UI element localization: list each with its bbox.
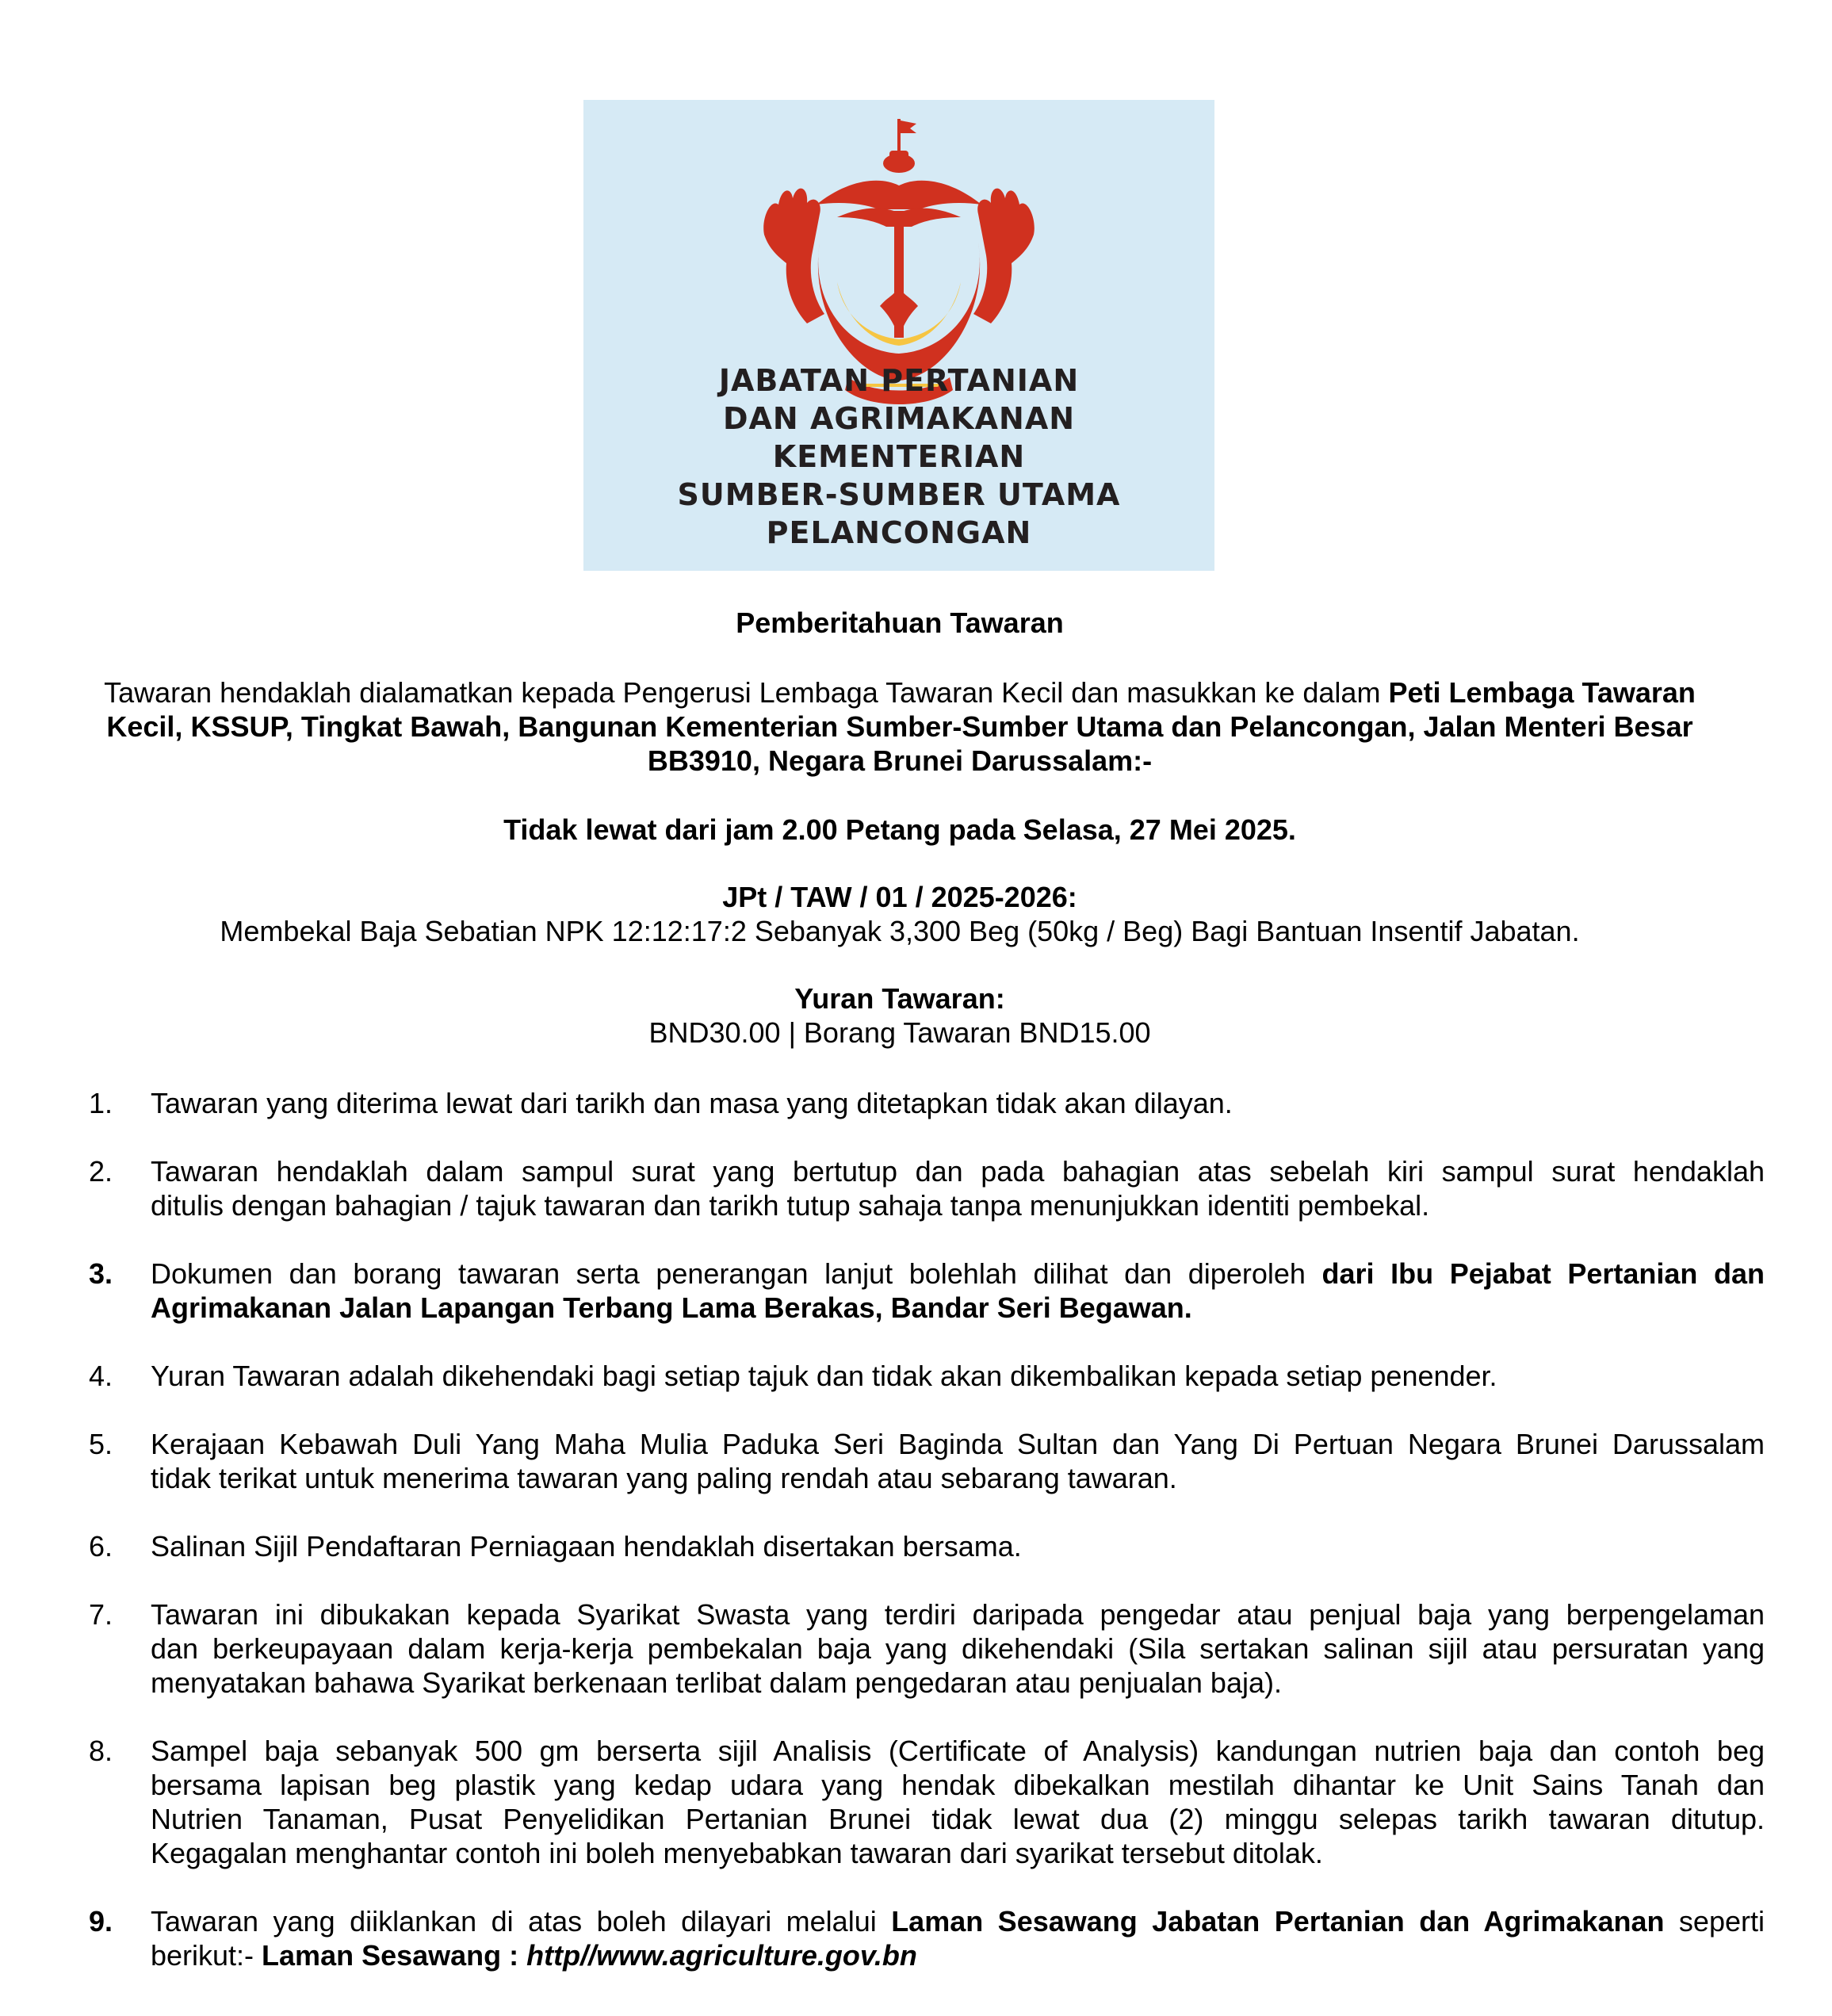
item-text (151, 1154, 1765, 1222)
item-number: 3. (89, 1257, 113, 1290)
address-line-1 (48, 675, 1752, 710)
fee-label: Yuran Tawaran: (794, 982, 1005, 1015)
item-line: dan berkeupayaan dalam kerja-kerja pembekalan baja yang dikehendaki (Sila sertakan salinan sijil atau persuratan yang (151, 1632, 1765, 1665)
logo-line: PELANCONGAN (766, 515, 1032, 550)
item-text (151, 1597, 1765, 1700)
item-plain-text: Dokumen dan borang tawaran serta penerangan lanjut bolehlah dilihat dan diperoleh (151, 1257, 1322, 1290)
item-line: Tawaran hendaklah dalam sampul surat yang bertutup dan pada bahagian atas sebelah kiri sampul surat hendaklah (151, 1155, 1765, 1188)
item-text (151, 1904, 1765, 1972)
item-line: Yuran Tawaran adalah dikehendaki bagi setiap tajuk dan tidak akan dikembalikan kepada setiap penender. (151, 1360, 1497, 1392)
fee-value: BND30.00 | Borang Tawaran BND15.00 (648, 1016, 1151, 1049)
address-intro: Tawaran hendaklah dialamatkan kepada Pengerusi Lembaga Tawaran Kecil dan masukkan ke dalam (104, 676, 1389, 709)
item-bold-text: dari Ibu Pejabat Pertanian dan (1321, 1257, 1765, 1290)
logo-line: SUMBER-SUMBER UTAMA (677, 477, 1121, 512)
item-line: menyatakan bahawa Syarikat berkenaan terlibat dalam pengedaran atau penjualan baja). (151, 1666, 1282, 1699)
address-bold-1: Peti Lembaga Tawaran (1388, 676, 1696, 709)
item-text (151, 1086, 1765, 1120)
item-number: 4. (89, 1360, 113, 1392)
item-bold-text: Laman Sesawang Jabatan Pertanian dan Agrimakanan (891, 1905, 1665, 1938)
item-number: 8. (89, 1735, 113, 1767)
address-paragraph (48, 675, 1752, 778)
item-line: bersama lapisan beg plastik yang kedap udara yang hendak dibekalkan mestilah dihantar ke Unit Sains Tanah dan (151, 1769, 1765, 1801)
item-line: Nutrien Tanaman, Pusat Penyelidikan Pertanian Brunei tidak lewat dua (2) minggu selepas tarikh tawaran ditutup. (151, 1803, 1765, 1835)
item-line: Tawaran yang diterima lewat dari tarikh dan masa yang ditetapkan tidak akan dilayan. (151, 1087, 1233, 1119)
item-number: 2. (89, 1155, 113, 1188)
logo-line: KEMENTERIAN (772, 439, 1026, 474)
item-line: Kegagalan menghantar contoh ini boleh menyebabkan tawaran dari syarikat tersebut ditolak. (151, 1837, 1323, 1869)
item-text (151, 1529, 1765, 1563)
item-line (151, 1938, 1765, 1972)
item-number: 9. (89, 1905, 113, 1938)
item-plain-text: seperti (1664, 1905, 1765, 1938)
item-line: Salinan Sijil Pendaftaran Perniagaan hendaklah disertakan bersama. (151, 1530, 1022, 1563)
item-text (151, 1359, 1765, 1393)
logo-title (583, 362, 1214, 552)
item-line: Tawaran ini dibukakan kepada Syarikat Swasta yang terdiri daripada pengedar atau penjual baja yang berpengelaman (151, 1598, 1765, 1631)
item-number: 7. (89, 1598, 113, 1631)
tender-description: Membekal Baja Sebatian NPK 12:12:17:2 Sebanyak 3,300 Beg (50kg / Beg) Bagi Bantuan Insentif Jabatan. (220, 915, 1580, 947)
item-line: Sampel baja sebanyak 500 gm berserta sijil Analisis (Certificate of Analysis) kandungan nutrien baja dan contoh beg (151, 1735, 1765, 1767)
item-text (151, 1257, 1765, 1325)
item-bold-text: Agrimakanan Jalan Lapangan Terbang Lama Berakas, Bandar Seri Begawan. (151, 1291, 1192, 1324)
item-line (151, 1904, 1765, 1938)
item-plain-text: Tawaran yang diiklankan di atas boleh dilayari melalui (151, 1905, 892, 1938)
item-line (151, 1257, 1765, 1291)
notice-title: Pemberitahuan Tawaran (736, 606, 1064, 639)
item-text (151, 1734, 1765, 1870)
item-number: 6. (89, 1530, 113, 1563)
deadline: Tidak lewat dari jam 2.00 Petang pada Selasa, 27 Mei 2025. (503, 813, 1296, 846)
tender-reference: JPt / TAW / 01 / 2025-2026: (722, 881, 1077, 913)
logo-line: DAN AGRIMAKANAN (722, 401, 1076, 436)
item-line: ditulis dengan bahagian / tajuk tawaran dan tarikh tutup sahaja tanpa menunjukkan identiti pembekal. (151, 1189, 1430, 1222)
address-line-2: Kecil, KSSUP, Tingkat Bawah, Bangunan Kementerian Sumber-Sumber Utama dan Pelancongan, Jalan Menteri Besar (106, 710, 1693, 743)
logo-line: JABATAN PERTANIAN (718, 363, 1080, 398)
item-bold-text: Laman Sesawang : (262, 1939, 527, 1972)
item-plain-text: berikut:- (151, 1939, 262, 1972)
item-number: 1. (89, 1087, 113, 1119)
item-line: Kerajaan Kebawah Duli Yang Maha Mulia Paduka Seri Baginda Sultan dan Yang Di Pertuan Negara Brunei Darussalam (151, 1428, 1765, 1460)
department-logo (583, 100, 1214, 571)
item-line: tidak terikat untuk menerima tawaran yang paling rendah atau sebarang tawaran. (151, 1462, 1177, 1494)
item-number: 5. (89, 1428, 113, 1460)
address-line-3: BB3910, Negara Brunei Darussalam:- (647, 744, 1153, 777)
item-text (151, 1427, 1765, 1495)
website-link[interactable]: http//www.agriculture.gov.bn (526, 1939, 917, 1972)
